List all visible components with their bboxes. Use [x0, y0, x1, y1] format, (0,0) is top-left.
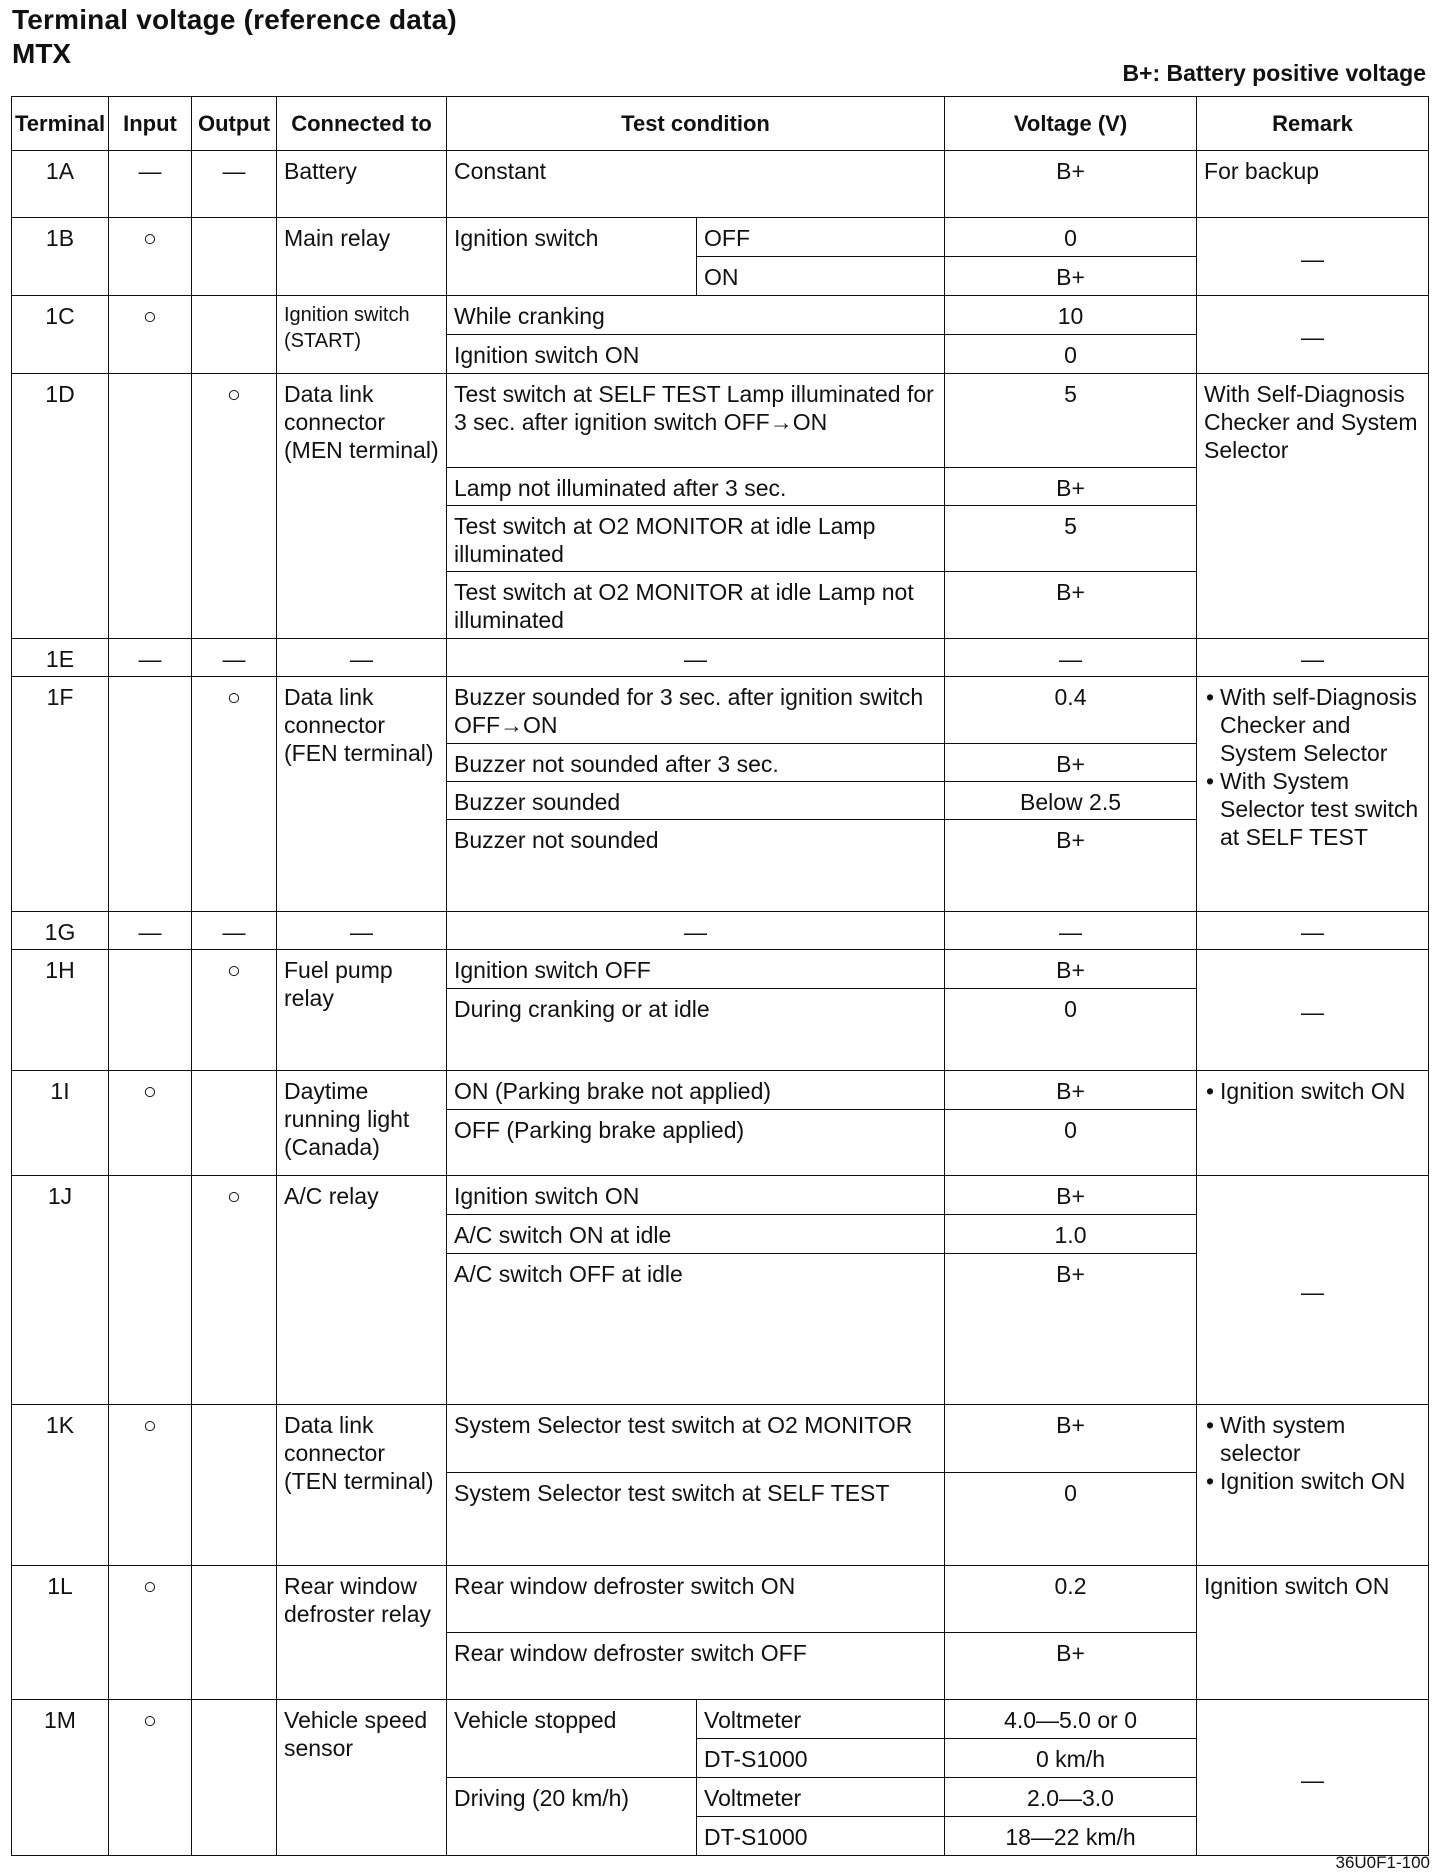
table-row	[12, 1071, 1429, 1110]
remark-cell	[1197, 1405, 1429, 1566]
remark-cell: —	[1197, 1700, 1429, 1856]
remark-cell: —	[1197, 950, 1429, 1071]
remark-cell: —	[1197, 218, 1429, 296]
output-cell: —	[192, 912, 277, 950]
header-row	[12, 97, 1429, 151]
terminal-cell: 1D	[12, 374, 109, 639]
remark-item: • With System Selector test switch at SELF TEST	[1204, 767, 1421, 851]
voltage-cell: 5	[945, 374, 1197, 468]
condition-cell: Ignition switch ON	[447, 335, 945, 374]
output-cell	[192, 1700, 277, 1856]
voltage-cell: B+	[945, 572, 1197, 639]
table-row	[12, 677, 1429, 744]
condition-cell: —	[447, 639, 945, 677]
output-cell: ○	[192, 1176, 277, 1405]
voltage-cell: 0.4	[945, 677, 1197, 744]
remark-list	[1204, 683, 1421, 851]
connected-to-cell: Data link connector (MEN terminal)	[277, 374, 447, 639]
table-row	[12, 151, 1429, 218]
remark-item: • With system selector	[1204, 1411, 1421, 1467]
terminal-cell: 1K	[12, 1405, 109, 1566]
condition-cell: System Selector test switch at O2 MONITOR	[447, 1405, 945, 1473]
header-input: Input	[109, 97, 192, 151]
connected-to-cell: Data link connector (FEN terminal)	[277, 677, 447, 912]
output-cell	[192, 218, 277, 296]
connected-to-cell: Vehicle speed sensor	[277, 1700, 447, 1856]
voltage-cell: B+	[945, 1254, 1197, 1405]
voltage-cell: B+	[945, 950, 1197, 989]
remark-cell: —	[1197, 912, 1429, 950]
table-row	[12, 374, 1429, 468]
header-connected-to: Connected to	[277, 97, 447, 151]
condition-cell: Driving (20 km/h)	[447, 1778, 697, 1856]
remark-list	[1204, 1077, 1421, 1105]
bplus-note: B+: Battery positive voltage	[1122, 60, 1426, 86]
output-cell: ○	[192, 677, 277, 912]
condition-cell: Ignition switch	[447, 218, 697, 296]
input-cell	[109, 1176, 192, 1405]
voltage-cell: 0	[945, 989, 1197, 1071]
header-remark: Remark	[1197, 97, 1429, 151]
table-row	[12, 1405, 1429, 1473]
condition-cell: Ignition switch OFF	[447, 950, 945, 989]
condition-cell: System Selector test switch at SELF TEST	[447, 1473, 945, 1566]
connected-to-cell: Ignition switch (START)	[277, 296, 447, 374]
condition-cell: While cranking	[447, 296, 945, 335]
terminal-cell: 1L	[12, 1566, 109, 1700]
condition-cell: A/C switch ON at idle	[447, 1215, 945, 1254]
terminal-cell: 1G	[12, 912, 109, 950]
condition-cell: Vehicle stopped	[447, 1700, 697, 1778]
subcondition-cell: DT-S1000	[697, 1817, 945, 1856]
condition-cell: Rear window defroster switch ON	[447, 1566, 945, 1633]
condition-cell: OFF (Parking brake applied)	[447, 1110, 945, 1176]
voltage-cell: 0.2	[945, 1566, 1197, 1633]
terminal-cell: 1M	[12, 1700, 109, 1856]
input-cell: —	[109, 912, 192, 950]
input-cell: ○	[109, 1405, 192, 1566]
table-row	[12, 1176, 1429, 1215]
remark-cell: —	[1197, 296, 1429, 374]
voltage-cell: Below 2.5	[945, 782, 1197, 820]
remark-cell: Ignition switch ON	[1197, 1566, 1429, 1700]
subcondition-cell: OFF	[697, 218, 945, 257]
remark-item: • Ignition switch ON	[1204, 1077, 1421, 1105]
table-row	[12, 1566, 1429, 1633]
input-cell: —	[109, 639, 192, 677]
input-cell	[109, 950, 192, 1071]
subcondition-cell: Voltmeter	[697, 1700, 945, 1739]
voltage-cell: B+	[945, 257, 1197, 296]
input-cell: ○	[109, 218, 192, 296]
voltage-cell: B+	[945, 820, 1197, 912]
output-cell: —	[192, 639, 277, 677]
terminal-cell: 1C	[12, 296, 109, 374]
voltage-cell: 0	[945, 218, 1197, 257]
output-cell: —	[192, 151, 277, 218]
connected-to-cell: Main relay	[277, 218, 447, 296]
figure-code: 36U0F1-100	[1335, 1853, 1430, 1872]
condition-cell: ON (Parking brake not applied)	[447, 1071, 945, 1110]
input-cell: ○	[109, 1071, 192, 1176]
voltage-cell: 0	[945, 335, 1197, 374]
terminal-cell: 1I	[12, 1071, 109, 1176]
remark-item: • Ignition switch ON	[1204, 1467, 1421, 1495]
condition-cell: Buzzer not sounded	[447, 820, 945, 912]
voltage-cell: 18—22 km/h	[945, 1817, 1197, 1856]
voltage-cell: B+	[945, 151, 1197, 218]
input-cell	[109, 677, 192, 912]
remark-item: • With self-Diagnosis Checker and System Selector	[1204, 683, 1421, 767]
page-subtitle: MTX	[12, 38, 72, 69]
condition-cell: Ignition switch ON	[447, 1176, 945, 1215]
table-row	[12, 218, 1429, 257]
connected-to-cell: Daytime running light (Canada)	[277, 1071, 447, 1176]
input-cell: ○	[109, 1566, 192, 1700]
connected-to-cell: Battery	[277, 151, 447, 218]
subcondition-cell: DT-S1000	[697, 1739, 945, 1778]
output-cell	[192, 296, 277, 374]
subcondition-cell: Voltmeter	[697, 1778, 945, 1817]
terminal-cell: 1F	[12, 677, 109, 912]
condition-cell: Test switch at SELF TEST Lamp illuminated for 3 sec. after ignition switch OFF→ON	[447, 374, 945, 468]
voltage-cell: B+	[945, 1405, 1197, 1473]
voltage-cell: 10	[945, 296, 1197, 335]
terminal-cell: 1H	[12, 950, 109, 1071]
voltage-cell: 0	[945, 1473, 1197, 1566]
connected-to-cell: Rear window defroster relay	[277, 1566, 447, 1700]
voltage-cell: 0 km/h	[945, 1739, 1197, 1778]
input-cell: ○	[109, 296, 192, 374]
remark-cell: —	[1197, 1176, 1429, 1405]
condition-cell: —	[447, 912, 945, 950]
terminal-voltage-table	[11, 96, 1429, 1856]
remark-list	[1204, 1411, 1421, 1495]
voltage-cell: 4.0—5.0 or 0	[945, 1700, 1197, 1739]
remark-cell	[1197, 1071, 1429, 1176]
header-terminal: Terminal	[12, 97, 109, 151]
voltage-cell: —	[945, 639, 1197, 677]
voltage-cell: —	[945, 912, 1197, 950]
table-row	[12, 950, 1429, 989]
remark-cell: —	[1197, 639, 1429, 677]
voltage-cell: 5	[945, 506, 1197, 572]
voltage-cell: B+	[945, 1633, 1197, 1700]
voltage-cell: 1.0	[945, 1215, 1197, 1254]
terminal-cell: 1E	[12, 639, 109, 677]
condition-cell: Buzzer sounded for 3 sec. after ignition switch OFF→ON	[447, 677, 945, 744]
subcondition-cell: ON	[697, 257, 945, 296]
voltage-cell: B+	[945, 1071, 1197, 1110]
voltage-cell: 2.0—3.0	[945, 1778, 1197, 1817]
voltage-cell: B+	[945, 1176, 1197, 1215]
page-title: Terminal voltage (reference data)	[12, 4, 457, 35]
connected-to-cell: —	[277, 639, 447, 677]
condition-cell: Test switch at O2 MONITOR at idle Lamp not illuminated	[447, 572, 945, 639]
remark-cell: With Self-Diagnosis Checker and System Selector	[1197, 374, 1429, 639]
connected-to-cell: Data link connector (TEN terminal)	[277, 1405, 447, 1566]
input-cell: ○	[109, 1700, 192, 1856]
condition-cell: Constant	[447, 151, 945, 218]
condition-cell: Rear window defroster switch OFF	[447, 1633, 945, 1700]
condition-cell: Test switch at O2 MONITOR at idle Lamp illuminated	[447, 506, 945, 572]
condition-cell: Buzzer not sounded after 3 sec.	[447, 744, 945, 782]
connected-to-cell: —	[277, 912, 447, 950]
remark-cell: For backup	[1197, 151, 1429, 218]
condition-cell: A/C switch OFF at idle	[447, 1254, 945, 1405]
table-row	[12, 912, 1429, 950]
voltage-cell: 0	[945, 1110, 1197, 1176]
connected-to-cell: A/C relay	[277, 1176, 447, 1405]
voltage-cell: B+	[945, 744, 1197, 782]
condition-cell: Buzzer sounded	[447, 782, 945, 820]
terminal-cell: 1B	[12, 218, 109, 296]
output-cell	[192, 1071, 277, 1176]
terminal-cell: 1A	[12, 151, 109, 218]
remark-cell	[1197, 677, 1429, 912]
output-cell	[192, 1566, 277, 1700]
voltage-cell: B+	[945, 468, 1197, 506]
input-cell: —	[109, 151, 192, 218]
condition-cell: During cranking or at idle	[447, 989, 945, 1071]
header-output: Output	[192, 97, 277, 151]
header-voltage: Voltage (V)	[945, 97, 1197, 151]
table-row	[12, 296, 1429, 335]
output-cell	[192, 1405, 277, 1566]
header-test-condition: Test condition	[447, 97, 945, 151]
input-cell	[109, 374, 192, 639]
terminal-cell: 1J	[12, 1176, 109, 1405]
condition-cell: Lamp not illuminated after 3 sec.	[447, 468, 945, 506]
output-cell: ○	[192, 950, 277, 1071]
output-cell: ○	[192, 374, 277, 639]
connected-to-cell: Fuel pump relay	[277, 950, 447, 1071]
table-row	[12, 1700, 1429, 1739]
table-row	[12, 639, 1429, 677]
